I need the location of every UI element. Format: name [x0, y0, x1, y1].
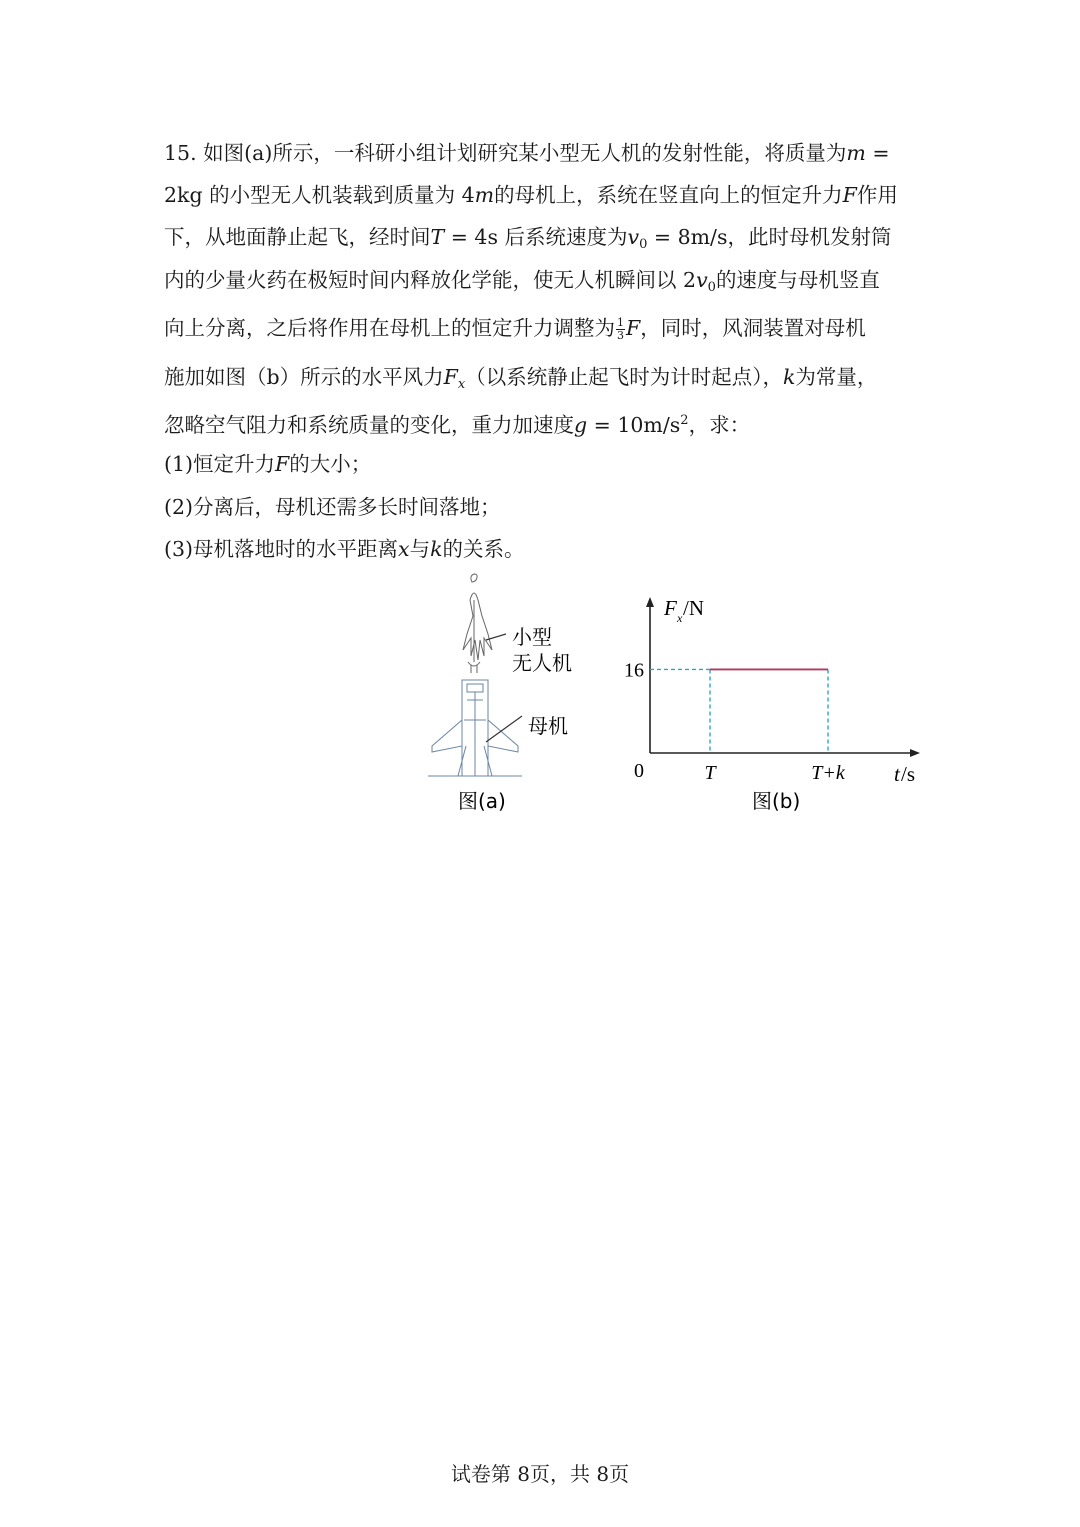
math-var: T: [430, 225, 445, 249]
text-run: 15. 如图(a)所示，一科研小组计划研究某小型无人机的发射性能，将质量为: [164, 141, 847, 165]
text-run: 2kg 的小型无人机装载到质量为 4: [164, 183, 475, 207]
y-axis-label: F: [664, 596, 677, 620]
math-var: F: [842, 183, 857, 207]
math-var: m: [474, 183, 495, 207]
text-run: 下，从地面静止起飞，经时间: [164, 225, 431, 249]
problem-line-5: [164, 313, 866, 343]
text-run: = 8m/s，此时母机发射筒: [647, 225, 892, 249]
math-var: v: [696, 268, 708, 292]
problem-line-1: [164, 138, 890, 168]
math-var: g: [574, 413, 588, 437]
math-var: k: [782, 365, 796, 389]
y-axis-label-sub: x: [677, 611, 683, 625]
problem-line-6: [164, 362, 877, 400]
problem-line-2: [164, 180, 898, 210]
math-var: F: [443, 365, 458, 389]
math-var: v: [627, 225, 640, 249]
text-run: 的速度与母机竖直: [715, 268, 880, 292]
x-tick-label-T: T: [704, 762, 716, 784]
text-run: （以系统静止起飞时为计时起点），: [465, 365, 783, 389]
origin-label: 0: [634, 760, 644, 782]
math-var: k: [430, 537, 443, 561]
x-axis-label: t: [894, 762, 900, 786]
text-run: 忽略空气阻力和系统质量的变化，重力加速度: [164, 413, 574, 437]
figure-a: [420, 570, 600, 820]
text-run: 内的少量火药在极短时间内释放化学能，使无人机瞬间以 2: [164, 268, 697, 292]
question-1: [164, 449, 371, 479]
text-run: 的母机上，系统在竖直向上的恒定升力: [494, 183, 843, 207]
text-run: 的大小；: [289, 452, 372, 476]
subscript: 0: [707, 280, 716, 295]
x-axis-unit: /s: [901, 762, 916, 786]
x-axis-arrow: [910, 749, 920, 757]
math-var: x: [398, 537, 410, 561]
text-run: 施加如图（b）所示的水平风力: [164, 365, 444, 389]
mother-aircraft-illustration: [428, 680, 522, 776]
text-run: (1)恒定升力: [164, 452, 276, 476]
fraction-denominator: 3: [617, 329, 624, 342]
text-run: 与: [409, 537, 431, 561]
text-run: (3)母机落地时的水平距离: [164, 537, 399, 561]
text-run: 为常量，: [795, 365, 878, 389]
figure-b-chart: [610, 585, 930, 820]
text-run: = 10m/s: [587, 413, 681, 437]
math-var: F: [275, 452, 290, 476]
text-run: = 4s 后系统速度为: [444, 225, 628, 249]
label-mother: 母机: [528, 714, 568, 738]
figure-b-caption: 图(b): [752, 789, 801, 813]
fraction: [616, 317, 625, 342]
fraction-numerator: 1: [617, 316, 624, 329]
text-run: 的关系。: [442, 537, 525, 561]
problem-line-7: [164, 406, 750, 440]
label-drone-line2: 无人机: [512, 651, 572, 675]
problem-line-3: [164, 222, 891, 260]
math-var: m: [846, 141, 866, 165]
question-2: [164, 492, 501, 522]
label-drone-line1: 小型: [512, 625, 552, 649]
page-footer: 试卷第 8页，共 8页: [450, 1462, 630, 1486]
y-tick-label: 16: [624, 659, 644, 682]
text-run: 作用: [856, 183, 898, 207]
text-run: (2)分离后，母机还需多长时间落地；: [164, 495, 501, 519]
question-3: [164, 534, 525, 564]
x-tick-label-T-plus-k: T+k: [811, 762, 845, 784]
subscript: x: [457, 377, 466, 392]
y-axis-arrow: [646, 597, 654, 607]
text-run: ，同时，风洞装置对母机: [640, 316, 866, 340]
leader-line-mother: [486, 716, 522, 742]
text-run: 向上分离，之后将作用在母机上的恒定升力调整为: [164, 316, 615, 340]
text-run: ，求：: [688, 413, 751, 437]
problem-line-4: [164, 265, 880, 303]
superscript: 2: [680, 413, 689, 428]
text-run: =: [865, 141, 890, 165]
math-var: F: [626, 316, 641, 340]
drone-illustration: [463, 574, 492, 673]
figure-a-caption: 图(a): [458, 789, 506, 813]
subscript: 0: [639, 237, 648, 252]
y-axis-unit: /N: [683, 596, 704, 620]
